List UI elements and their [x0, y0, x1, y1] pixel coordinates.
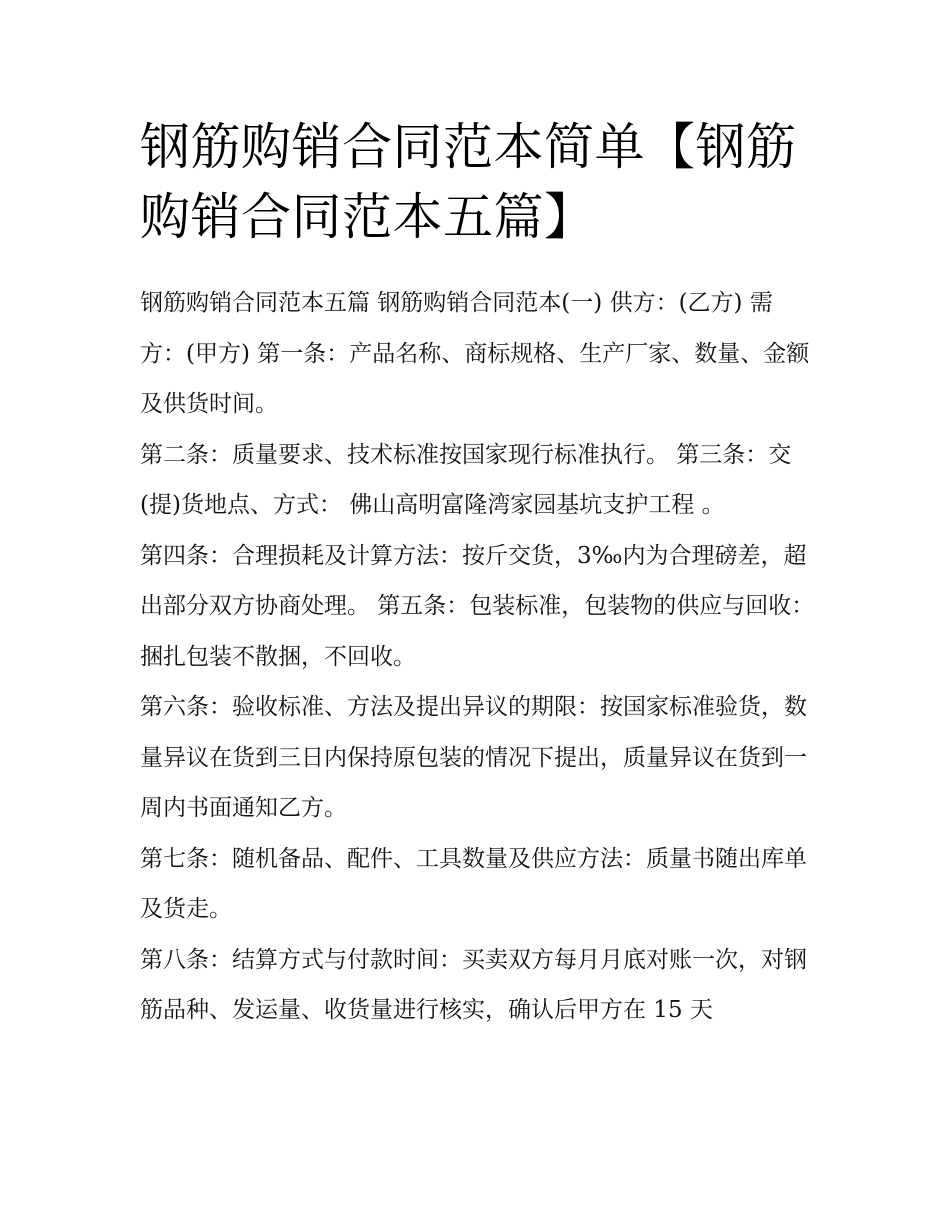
document-page — [140, 112, 815, 1036]
paragraph: 钢筋购销合同范本五篇 钢筋购销合同范本(一) 供方：(乙方) 需方：(甲方) 第一条：产品名称、商标规格、生产厂家、数量、金额及供货时间。 — [140, 290, 810, 417]
paragraph: 第二条：质量要求、技术标准按国家现行标准执行。 第三条：交(提)货地点、方式： 佛山高明富隆湾家园基坑支护工程 。 — [140, 441, 792, 518]
paragraph: 第七条：随机备品、配件、工具数量及供应方法：质量书随出库单及货走。 — [140, 845, 807, 922]
paragraph: 第八条：结算方式与付款时间：买卖双方每月月底对账一次，对钢筋品种、发运量、收货量进行核实，确认后甲方在 15 天 — [140, 946, 807, 1023]
document-title: 钢筋购销合同范本简单【钢筋购销合同范本五篇】 — [140, 118, 797, 246]
paragraph: 第六条：验收标准、方法及提出异议的期限：按国家标准验货，数量异议在货到三日内保持原包装的情况下提出，质量异议在货到一周内书面通知乙方。 — [140, 694, 807, 821]
document-body — [140, 278, 815, 1036]
paragraph: 第四条：合理损耗及计算方法：按斤交货，3‰内为合理磅差，超出部分双方协商处理。 第五条：包装标准，包装物的供应与回收：捆扎包装不散捆，不回收。 — [140, 542, 815, 670]
